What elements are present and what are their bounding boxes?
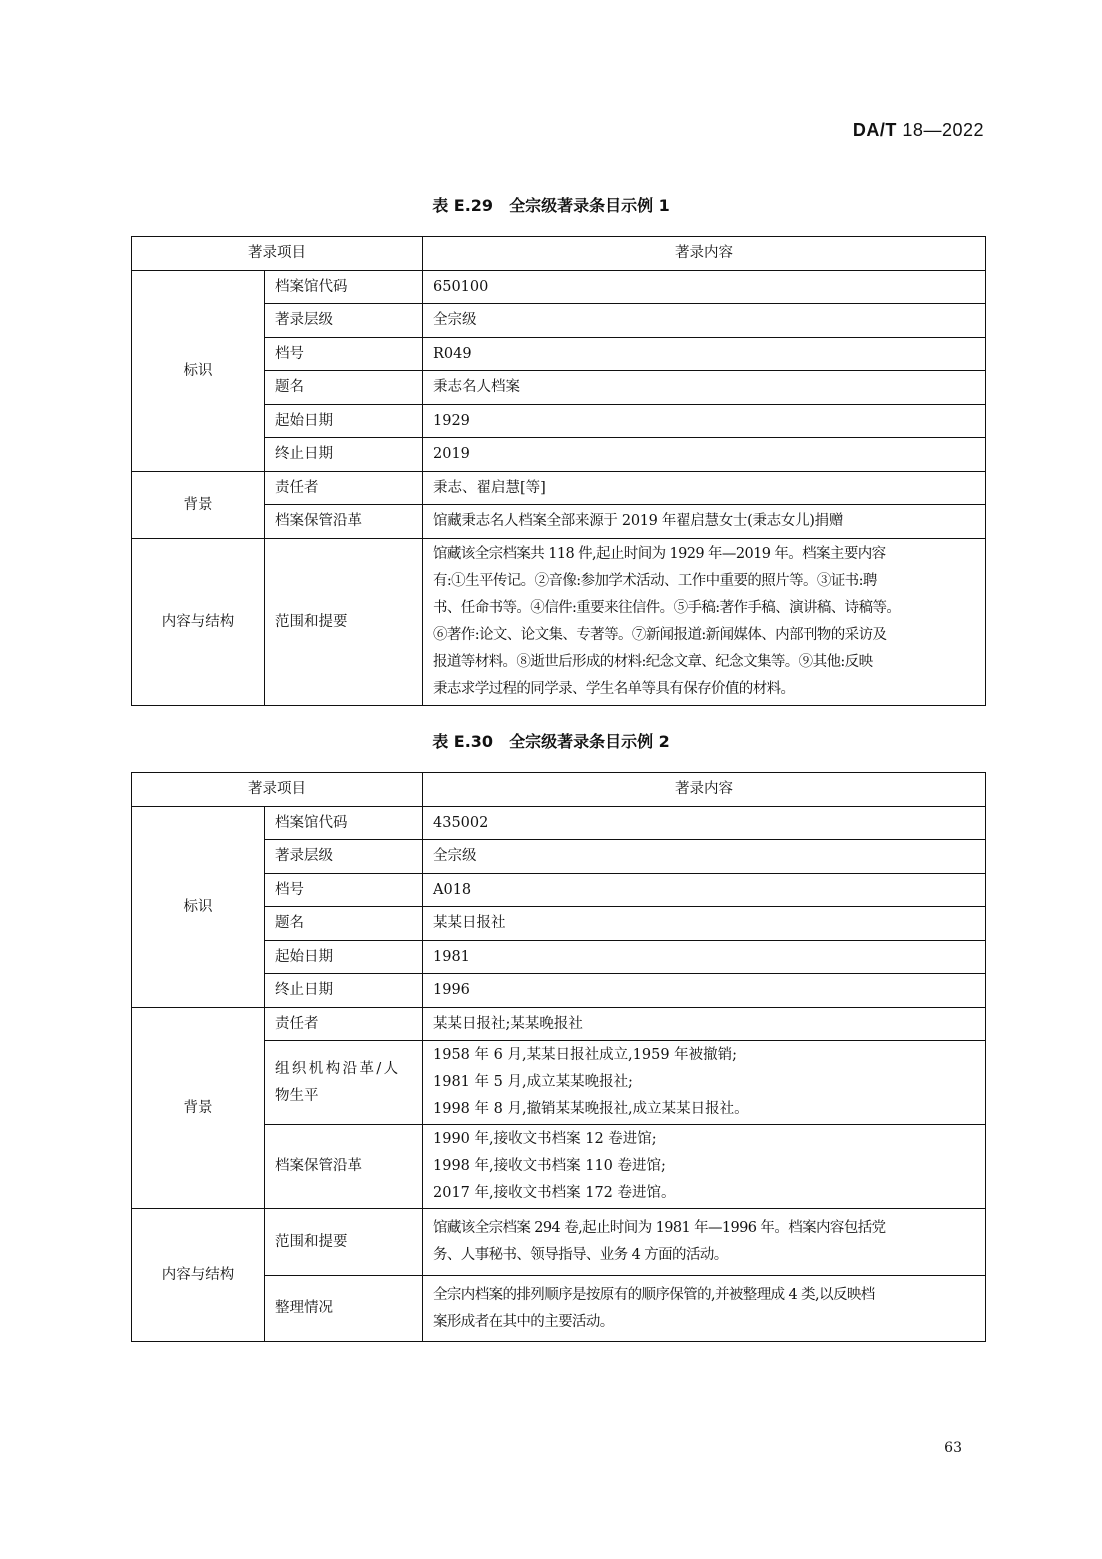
standard-prefix: DA/T [852,120,897,140]
item-label: 终止日期 [265,974,423,1008]
table1-caption: 表 E.29 全宗级著录条目示例 1 [432,196,670,215]
item-value: 1996 [423,974,986,1008]
value-line: 馆藏该全宗档案共 118 件,起止时间为 1929 年—2019 年。档案主要内容 [433,546,886,562]
value-line: 全宗内档案的排列顺序是按原有的顺序保管的,并被整理成 4 类,以反映档 [433,1286,875,1303]
table2 [131,772,986,1342]
item-value: 435002 [423,807,986,840]
value-line: 1998 年 8 月,撤销某某晚报社,成立某某日报社。 [433,1101,749,1117]
table-row [132,807,986,840]
item-value: 1981 [423,941,986,974]
item-value-multiline [423,1276,986,1342]
group-label-content-structure: 内容与结构 [132,1209,265,1342]
item-label: 档案馆代码 [265,807,423,840]
item-label: 档案保管沿革 [265,1125,423,1209]
table1-header-content: 著录内容 [423,237,986,271]
table-row [132,271,986,304]
table2-header-row [132,773,986,807]
item-value: 1929 [423,405,986,438]
value-line: 案形成者在其中的主要活动。 [433,1313,614,1330]
item-value: 全宗级 [423,304,986,338]
item-value-multiline [423,1041,986,1125]
item-value-multiline [423,1125,986,1209]
value-line: 秉志求学过程的同学录、学生名单等具有保存价值的材料。 [433,681,795,697]
item-value: A018 [423,874,986,907]
item-label: 责任者 [265,1008,423,1041]
value-line: 1958 年 6 月,某某日报社成立,1959 年被撤销; [433,1047,738,1063]
table-row [132,1008,986,1041]
item-value: 某某日报社;某某晚报社 [423,1008,986,1041]
group-label-background: 背景 [132,1008,265,1209]
value-line: 书、任命书等。④信件:重要来往信件。⑤手稿:著作手稿、演讲稿、诗稿等。 [433,600,901,616]
standard-code [853,120,984,141]
table1-header-row [132,237,986,271]
group-label-content-structure: 内容与结构 [132,539,265,706]
item-value: 馆藏秉志名人档案全部来源于 2019 年翟启慧女士(秉志女儿)捐赠 [423,505,986,539]
table1 [131,236,986,706]
value-line: 1981 年 5 月,成立某某晚报社; [433,1074,633,1090]
value-line: 1990 年,接收文书档案 12 卷进馆; [433,1131,657,1147]
item-label-multiline [265,1041,423,1125]
table-row [132,1209,986,1276]
table2-caption: 表 E.30 全宗级著录条目示例 2 [432,732,670,751]
value-line: ⑥著作:论文、论文集、专著等。⑦新闻报道:新闻媒体、内部刊物的采访及 [433,627,887,643]
page-number: 63 [944,1440,962,1456]
group-label-background: 背景 [132,472,265,539]
item-label: 范围和提要 [265,539,423,706]
item-label: 终止日期 [265,438,423,472]
item-value: 全宗级 [423,840,986,874]
value-line: 1998 年,接收文书档案 110 卷进馆; [433,1158,666,1174]
item-value: 秉志名人档案 [423,371,986,405]
item-label: 档号 [265,874,423,907]
value-line: 报道等材料。⑧逝世后形成的材料:纪念文章、纪念文集等。⑨其他:反映 [433,654,873,670]
item-value: 650100 [423,271,986,304]
item-label: 档案保管沿革 [265,505,423,539]
item-label: 题名 [265,371,423,405]
item-value: 秉志、翟启慧[等] [423,472,986,505]
item-value-multiline [423,539,986,706]
item-value: 2019 [423,438,986,472]
item-label: 范围和提要 [265,1209,423,1276]
item-label: 起始日期 [265,405,423,438]
table2-header-content: 著录内容 [423,773,986,807]
item-label: 整理情况 [265,1276,423,1342]
item-label: 档号 [265,338,423,371]
item-label-line: 物生平 [275,1087,319,1104]
item-value: R049 [423,338,986,371]
item-label-line: 组织机构沿革/人 [275,1060,401,1077]
item-label: 起始日期 [265,941,423,974]
table2-header-item: 著录项目 [132,773,423,807]
table-row [132,539,986,706]
value-line: 有:①生平传记。②音像:参加学术活动、工作中重要的照片等。③证书:聘 [433,573,877,589]
item-label: 题名 [265,907,423,941]
item-label: 责任者 [265,472,423,505]
table1-header-item: 著录项目 [132,237,423,271]
value-line: 馆藏该全宗档案 294 卷,起止时间为 1981 年—1996 年。档案内容包括党 [433,1220,886,1236]
item-label: 著录层级 [265,840,423,874]
item-label: 档案馆代码 [265,271,423,304]
item-label: 著录层级 [265,304,423,338]
item-value: 某某日报社 [423,907,986,941]
value-line: 务、人事秘书、领导指导、业务 4 方面的活动。 [433,1247,728,1263]
value-line: 2017 年,接收文书档案 172 卷进馆。 [433,1185,676,1201]
group-label-identity: 标识 [132,807,265,1008]
table-row [132,472,986,505]
group-label-identity: 标识 [132,271,265,472]
standard-number: 18—2022 [902,120,984,140]
item-value-multiline [423,1209,986,1276]
